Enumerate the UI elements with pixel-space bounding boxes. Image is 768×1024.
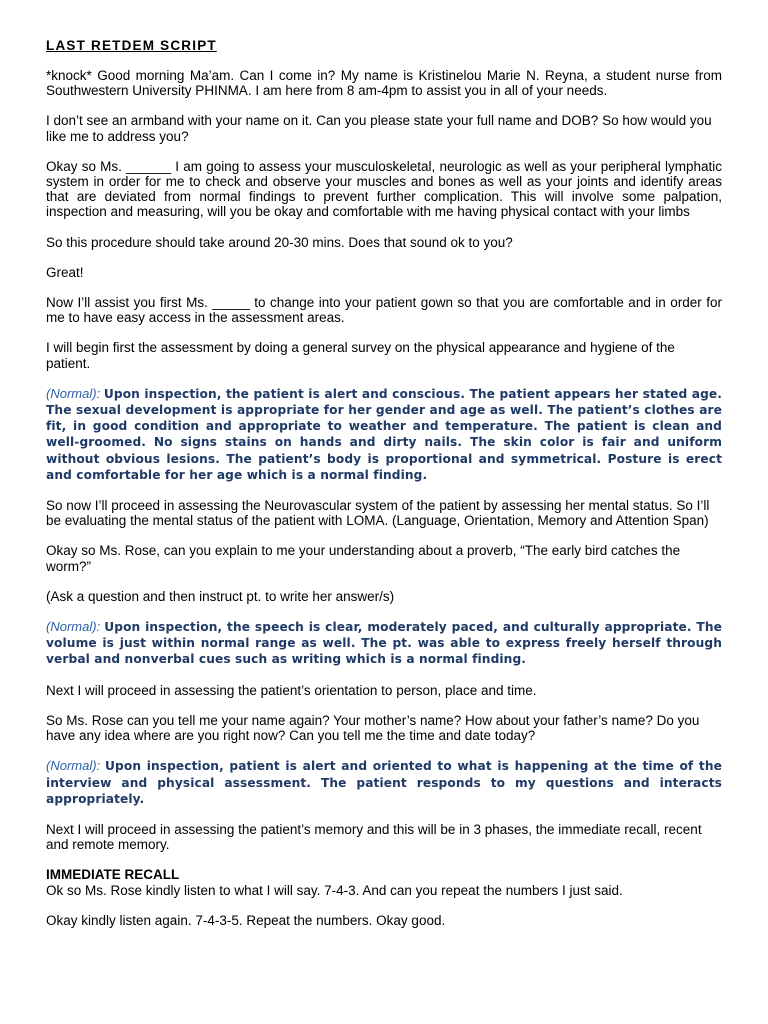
orientation-intro-paragraph: Next I will proceed in assessing the patient’s orientation to person, place and time. — [46, 682, 537, 698]
gown-paragraph: Now I’ll assist you first Ms. _____ to change into your patient gown so that you are comfortable and in order for me to have easy access in the assessment areas. — [46, 295, 722, 326]
immediate-recall-heading: IMMEDIATE RECALL — [46, 867, 180, 883]
orientation-questions-paragraph: So Ms. Rose can you tell me your name again? Your mother’s name? How about your father’s name? Do you have any idea where are you right now? Can you tell me the time and date today? — [46, 712, 700, 744]
normal-tag: (Normal): — [46, 758, 101, 774]
general-survey-paragraph: I will begin first the assessment by doing a general survey on the physical appearance and hygiene of the patient. — [46, 340, 675, 371]
recall-second-paragraph: Okay kindly listen again. 7-4-3-5. Repeat the numbers. Okay good. — [46, 912, 446, 928]
assessment-intro-paragraph: Okay so Ms. ______ I am going to assess your musculoskeletal, neurologic as well as your peripheral lymphatic system in order for me to check and observe your muscles and bones as well as your joints and identify areas that are deviated from normal findings to prevent further complication. This will involve some palpation, inspection and measuring, will you be okay and comfortable with me having physical contact with your limbs — [46, 158, 722, 220]
proverb-paragraph: Okay so Ms. Rose, can you explain to me your understanding about a proverb, “The early bird catches the worm?” — [46, 543, 681, 574]
document-title: LAST RETDEM SCRIPT — [46, 38, 217, 53]
normal-tag: (Normal): — [46, 385, 101, 401]
normal-finding-general-survey — [46, 386, 722, 483]
finding-text: Upon inspection, patient is alert and oriented to what is happening at the time of the interview and physical assessment. The patient responds to my questions and interacts appropriately. — [46, 759, 722, 806]
identification-paragraph: I don’t see an armband with your name on it. Can you please state your full name and DOB? So how would you like me to address you? — [46, 113, 712, 144]
finding-text: Upon inspection, the speech is clear, moderately paced, and culturally appropriate. The volume is just within normal range as well. The pt. was able to express freely herself through verbal and nonverbal cues such as writing which is a normal finding. — [46, 620, 722, 667]
duration-paragraph: So this procedure should take around 20-30 mins. Does that sound ok to you? — [46, 234, 513, 250]
normal-finding-language — [46, 619, 722, 668]
great-paragraph: Great! — [46, 264, 84, 280]
greeting-paragraph: *knock* Good morning Ma’am. Can I come in? My name is Kristinelou Marie N. Reyna, a student nurse from Southwestern University PHINMA. I am here from 8 am-4pm to assist you in all of your needs. — [46, 68, 722, 99]
recall-first-paragraph: Ok so Ms. Rose kindly listen to what I will say. 7-4-3. And can you repeat the numbers I just said. — [46, 882, 623, 898]
normal-tag: (Normal): — [46, 619, 101, 635]
finding-text: Upon inspection, the patient is alert and conscious. The patient appears her stated age. The sexual development is appropriate for her gender and age as well. The patient’s clothes are fit, in good condition and appropriate to weather and temperature. The patient is clean and well-groomed. No signs stains on hands and dirty nails. The skin color is fair and uniform without obvious lesions. The patient’s body is proportional and symmetrical. Posture is erect and comfortable for her age which is a normal finding. — [46, 386, 722, 482]
instruction-paragraph: (Ask a question and then instruct pt. to write her answer/s) — [46, 588, 395, 604]
neurovascular-paragraph: So now I’ll proceed in assessing the Neurovascular system of the patient by assessing her mental status. So I’ll be evaluating the mental status of the patient with LOMA. (Language, Orientation, Memory and Attention Span) — [46, 498, 710, 529]
normal-finding-orientation — [46, 758, 722, 807]
memory-intro-paragraph: Next I will proceed in assessing the patient’s memory and this will be in 3 phases, the immediate recall, recent and remote memory. — [46, 821, 702, 853]
